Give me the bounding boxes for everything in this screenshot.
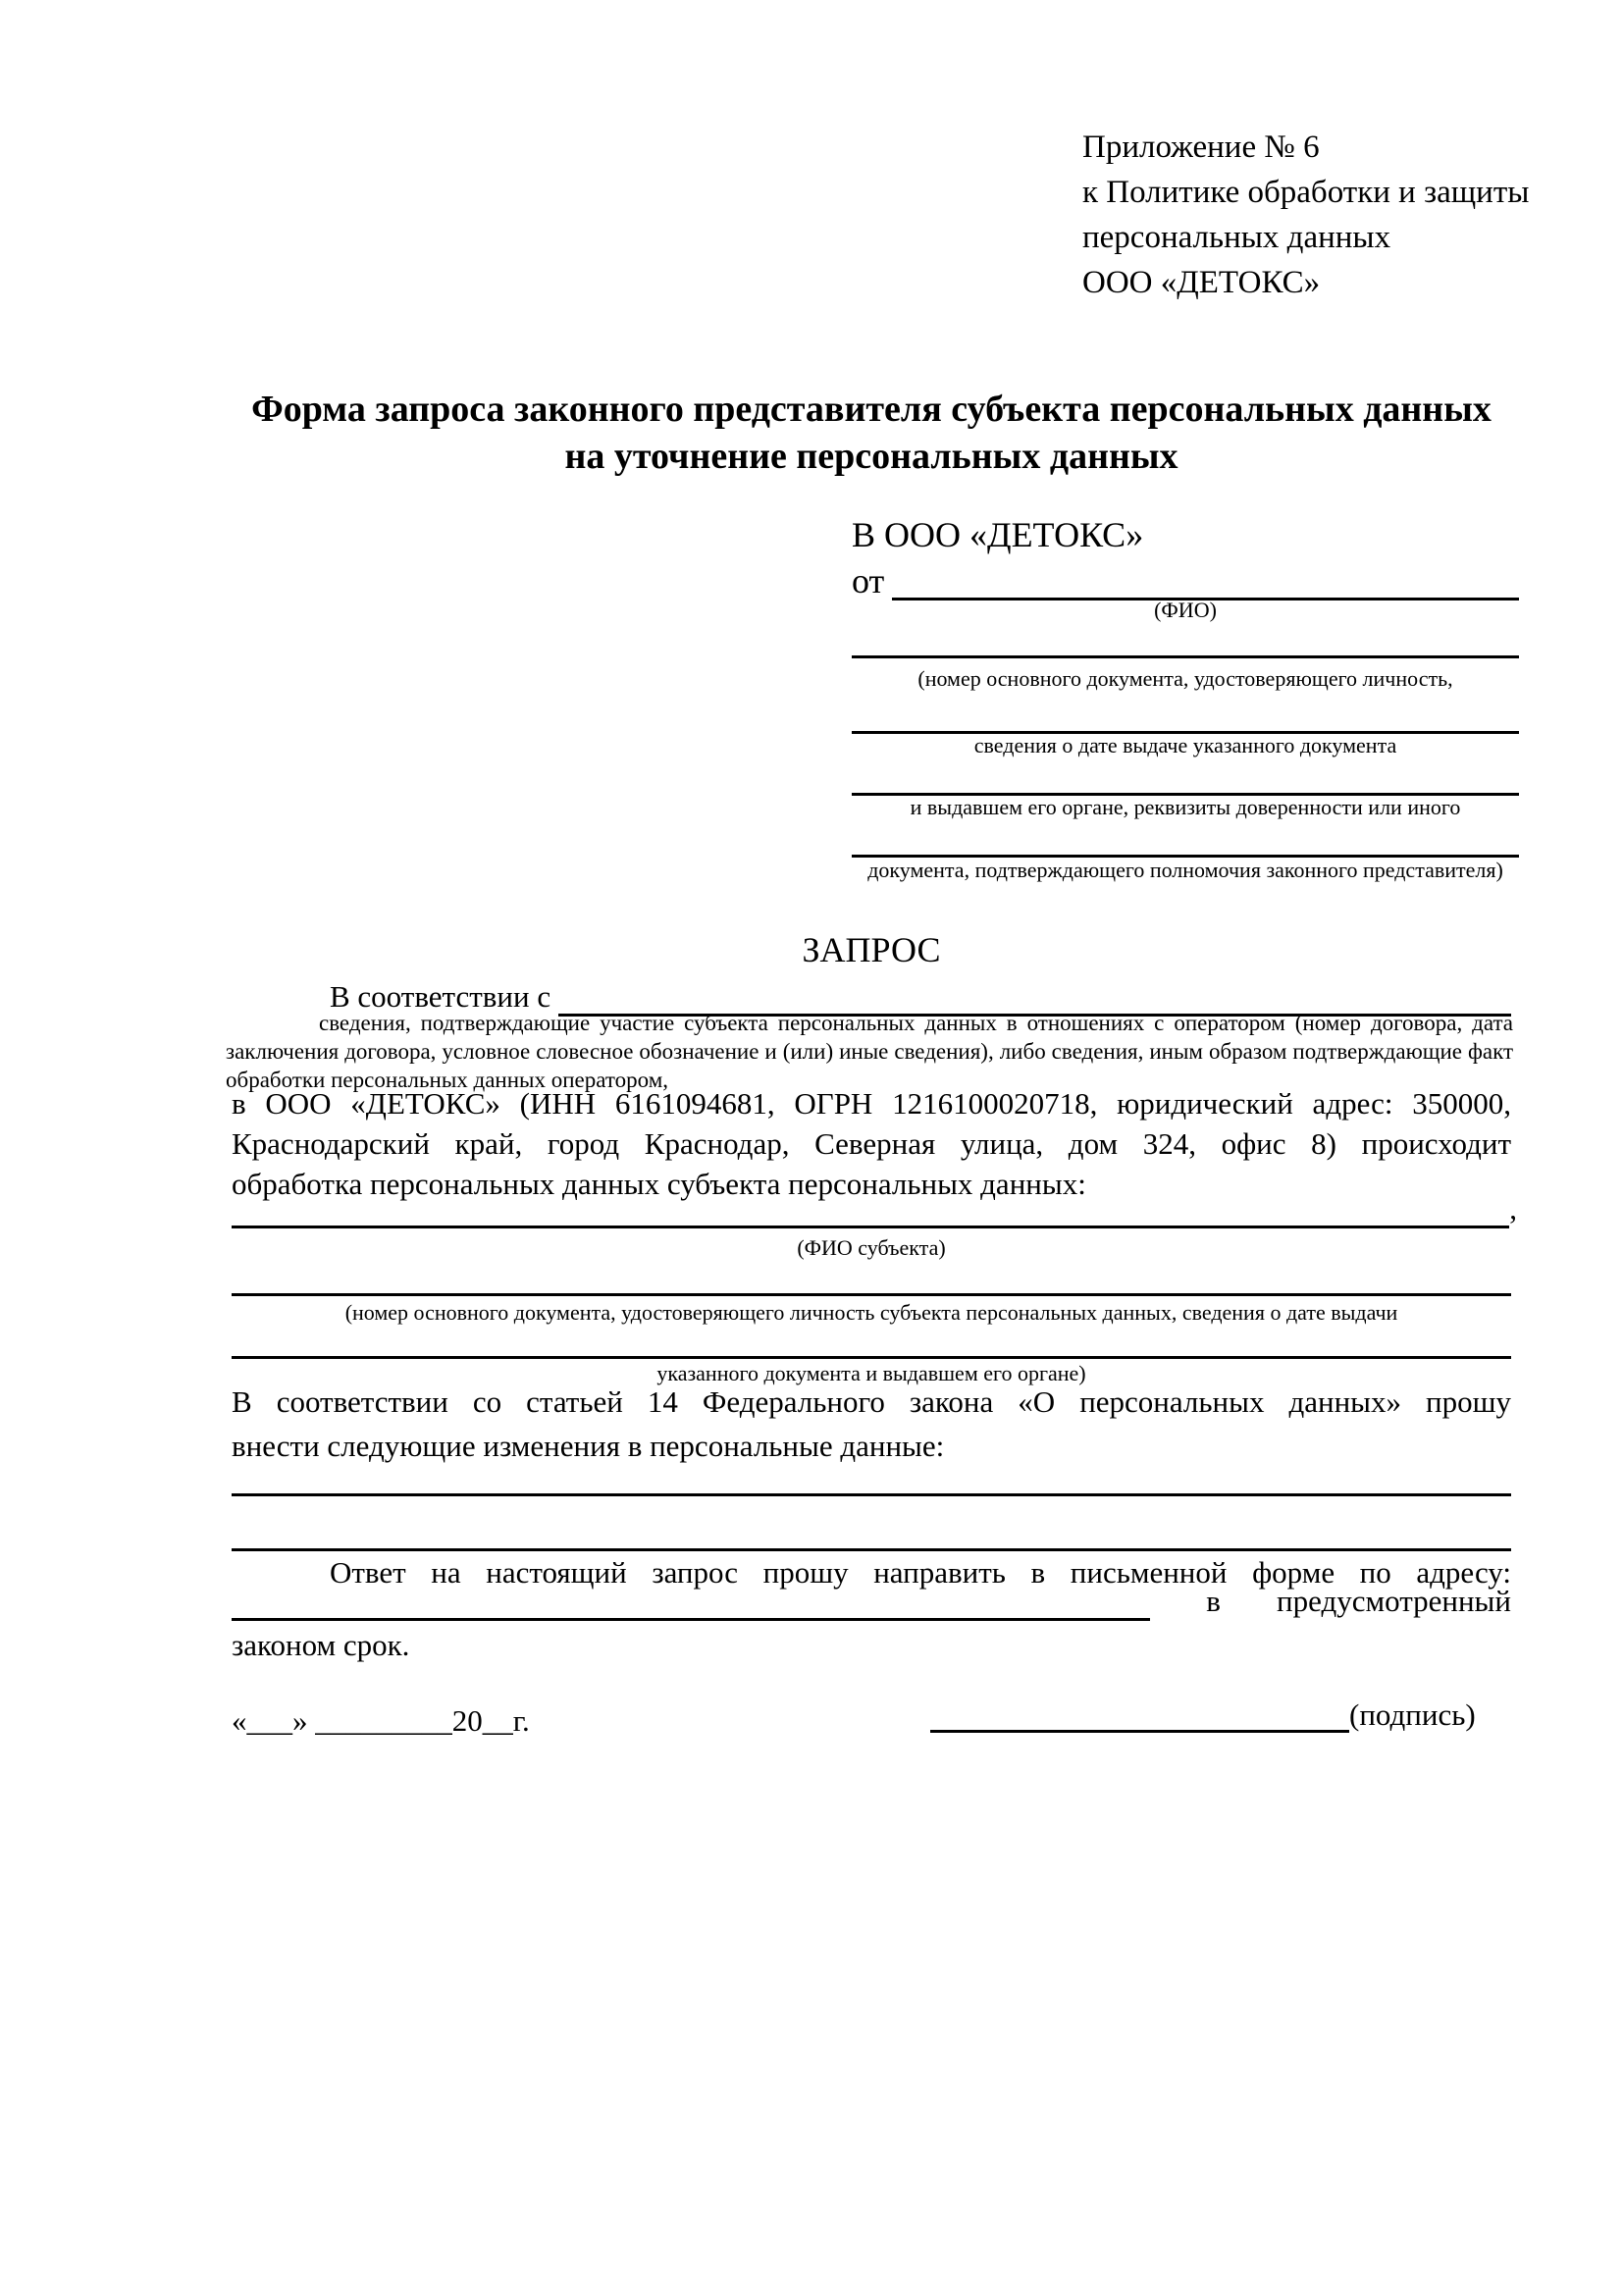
operator-line: обработка персональных данных субъекта персональных данных:: [232, 1167, 1086, 1201]
answer-word: в: [1206, 1584, 1221, 1618]
doc-caption: документа, подтверждающего полномочия законного представителя): [867, 858, 1503, 882]
comma: ,: [1509, 1191, 1517, 1226]
from-label: от: [852, 561, 885, 600]
operator-paragraph: [232, 1083, 1511, 1204]
doc-caption: (номер основного документа, удостоверяющего личность,: [917, 666, 1453, 691]
blank-line: [852, 773, 1519, 796]
doc-caption: и выдавшем его органе, реквизиты доверенности или иного: [910, 795, 1461, 819]
request-heading: ЗАПРОС: [802, 930, 941, 969]
page-title-line: на уточнение персональных данных: [564, 436, 1178, 477]
article-paragraph: [232, 1380, 1511, 1468]
fio-caption: (ФИО): [1154, 598, 1217, 622]
signature-row: [930, 1697, 1519, 1733]
signature-caption: (подпись): [1349, 1697, 1476, 1732]
blank-line: [232, 1336, 1511, 1359]
subject-doc-caption: указанного документа и выдавшем его органе): [656, 1361, 1086, 1385]
operator-line: Краснодарский край, город Краснодар, Северная улица, дом 324, офис 8) происходит: [232, 1126, 1511, 1161]
doc-caption: сведения о дате выдаче указанного документа: [973, 733, 1397, 757]
blank-line: [852, 636, 1519, 658]
note-line: сведения, подтверждающие участие субъекта персональных данных в отношениях с оператором (номер договора, дата: [319, 1011, 1513, 1035]
answer-line-1: Ответ на настоящий запрос прошу направить в письменной форме по адресу:: [330, 1555, 1511, 1590]
appendix-line: Приложение № 6: [1082, 130, 1320, 165]
article-line: внести следующие изменения в персональные данные:: [232, 1429, 945, 1463]
blank-line: [232, 1474, 1511, 1496]
basis-lead: В соответствии с: [330, 979, 551, 1014]
blank-line: [232, 1274, 1511, 1296]
page-title: [232, 386, 1511, 480]
subject-fio-caption: (ФИО субъекта): [797, 1235, 946, 1260]
answer-line-2: [232, 1582, 1511, 1621]
blank-line: [852, 835, 1519, 858]
fio-blank-line: [892, 561, 1519, 600]
subject-doc-caption: (номер основного документа, удостоверяющего личность субъекта персональных данных, сведения о дате выдачи: [344, 1300, 1398, 1325]
appendix-line: персональных данных: [1082, 220, 1391, 255]
basis-note: [226, 1009, 1513, 1094]
signature-blank-line: [930, 1697, 1349, 1733]
subject-fio-row: [232, 1189, 1517, 1228]
operator-line: в ООО «ДЕТОКС» (ИНН 6161094681, ОГРН 1216100020718, юридический адрес: 350000,: [232, 1086, 1511, 1121]
addressee-to: В ООО «ДЕТОКС»: [852, 515, 1144, 554]
subject-fio-blank-line: [232, 1189, 1509, 1228]
article-line: В соответствии со статьей 14 Федерального закона «О персональных данных» прошу: [232, 1384, 1511, 1419]
page-title-line: Форма запроса законного представителя субъекта персональных данных: [251, 389, 1492, 430]
address-blank-line: [232, 1582, 1150, 1621]
note-line: заключения договора, условное словесное обозначение и (или) иные сведения), либо сведения, иным образом подтверждающие факт: [226, 1039, 1513, 1064]
answer-line-3: законом срок.: [232, 1628, 410, 1662]
blank-line: [852, 711, 1519, 734]
blank-line: [232, 1529, 1511, 1551]
appendix-line: к Политике обработки и защиты: [1082, 175, 1530, 210]
note-line: обработки персональных данных оператором,: [226, 1068, 668, 1092]
answer-word: предусмотренный: [1277, 1584, 1511, 1618]
date-field: «___» _________20__г.: [232, 1703, 530, 1738]
appendix-line: ООО «ДЕТОКС»: [1082, 265, 1321, 300]
appendix-block: [1082, 125, 1534, 305]
from-row: [852, 561, 1519, 600]
